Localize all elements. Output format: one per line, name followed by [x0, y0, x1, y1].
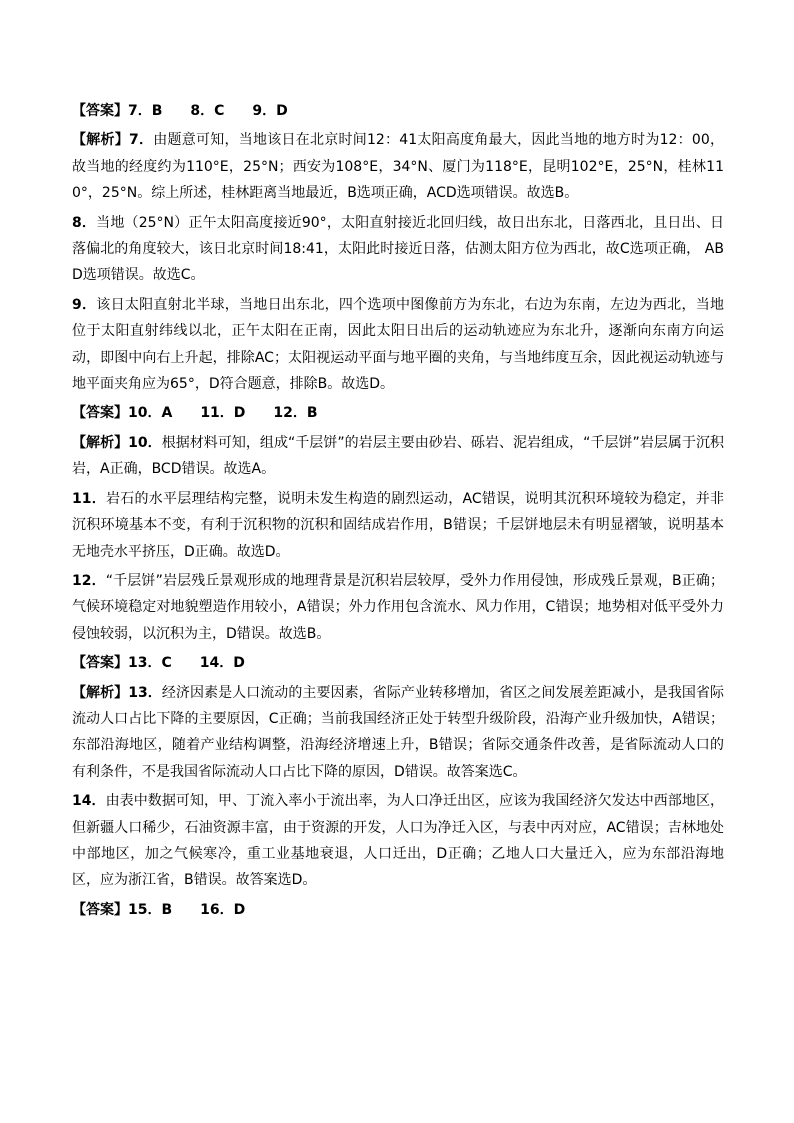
- analysis-14: [72, 788, 724, 894]
- analysis-7: [72, 127, 724, 206]
- answer-tag: 【答案】: [72, 405, 128, 422]
- analysis-12: [72, 568, 724, 647]
- answer-tag: 【答案】: [72, 655, 128, 672]
- question-number: 8．: [72, 214, 97, 231]
- analysis-text: 根据材料可知，组成“千层饼”的岩层主要由砂岩、砾岩、泥岩组成，“千层饼”岩层属于沉积岩，A正确，BCD错误。故选A。: [72, 434, 725, 478]
- analysis-text: 当地（25°N）正午太阳高度接近90°，太阳直射接近北回归线，故日出东北，日落西北，且日出、日落偏北的角度较大，该日北京时间18:41，太阳此时接近日落，估测太阳方位为西北，故C选项正确， ABD选项错误。故选C。: [72, 214, 724, 284]
- analysis-text: 岩石的水平层理结构完整，说明未发生构造的剧烈运动，AC错误，说明其沉积环境较为稳定，并非沉积环境基本不变，有利于沉积物的沉积和固结成岩作用，B错误；千层饼地层未有明显褶皱，说明基本无地壳水平挤压，D正确。故选D。: [72, 490, 725, 560]
- question-number: 11．: [72, 490, 107, 507]
- answer-text: 15．B 16．D: [128, 901, 246, 918]
- analysis-tag: 【解析】: [72, 434, 129, 451]
- analysis-9: [72, 292, 724, 398]
- analysis-text: 由表中数据可知，甲、丁流入率小于流出率，为人口净迁出区，应该为我国经济欠发达中西部地区，但新疆人口稀少，石油资源丰富，由于资源的开发，人口为净迁入区，与表中丙对应，AC错误；吉林地处中部地区，加之气候寒冷，重工业基地衰退，人口迁出，D正确；乙地人口大量迁入，应为东部沿海地区，应为浙江省，B错误。故答案选D。: [72, 793, 725, 889]
- answer-13-14: [72, 650, 724, 676]
- answer-tag: 【答案】: [72, 103, 128, 119]
- analysis-10: [72, 430, 724, 483]
- question-number: 13．: [128, 684, 162, 701]
- answer-10-12: [72, 400, 724, 426]
- answer-7-9: [72, 98, 724, 124]
- analysis-text: 由题意可知，当地该日在北京时间12：41太阳高度角最大，因此当地的地方时为12：00，故当地的经度约为110°E，25°N；西安为108°E，34°N、厦门为118°E，昆明102°E，25°N，桂林110°，25°N。综上所述，桂林距离当地最近，B选项正确，ACD选项错误。故选B。: [72, 132, 724, 202]
- analysis-text: “千层饼”岩层残丘景观形成的地理背景是沉积岩层较厚，受外力作用侵蚀，形成残丘景观，B正确；气候环境稳定对地貌塑造作用较小，A错误；外力作用包含流水、风力作用，C错误；地势相对低平受外力侵蚀较弱，以沉积为主，D错误。故选B。: [72, 572, 725, 642]
- analysis-11: [72, 486, 724, 565]
- analysis-tag: 【解析】: [72, 132, 129, 149]
- answer-text: 10．A 11．D 12．B: [128, 405, 318, 422]
- analysis-8: [72, 210, 724, 289]
- answer-tag: 【答案】: [72, 901, 128, 918]
- question-number: 12．: [72, 572, 106, 589]
- analysis-tag: 【解析】: [72, 684, 129, 701]
- analysis-text: 该日太阳直射北半球，当地日出东北，四个选项中图像前方为东北，右边为东南，左边为西北，当地位于太阳直射纬线以北，正午太阳在正南，因此太阳日出后的运动轨迹应为东北升，逐渐向东南方向运动，即图中向右上升起，排除AC；太阳视运动平面与地平圈的夹角，与当地纬度互余，因此视运动轨迹与地平面夹角应为65°，D符合题意，排除B。故选D。: [72, 296, 724, 393]
- question-number: 7．: [129, 132, 154, 149]
- answer-text: 7．B 8．C 9．D: [128, 103, 288, 119]
- question-number: 9．: [72, 296, 97, 313]
- question-number: 10．: [128, 434, 162, 451]
- analysis-text: 经济因素是人口流动的主要因素，省际产业转移增加，省区之间发展差距减小，是我国省际流动人口占比下降的主要原因，C正确；当前我国经济正处于转型升级阶段，沿海产业升级加快，A错误；东部沿海地区，随着产业结构调整，沿海经济增速上升，B错误；省际交通条件改善，是省际流动人口的有利条件，不是我国省际流动人口占比下降的原因，D错误。故答案选C。: [72, 684, 725, 780]
- question-number: 14．: [72, 793, 106, 810]
- answer-15-16: [72, 897, 724, 923]
- analysis-13: [72, 680, 724, 786]
- answer-text: 13．C 14．D: [128, 655, 245, 672]
